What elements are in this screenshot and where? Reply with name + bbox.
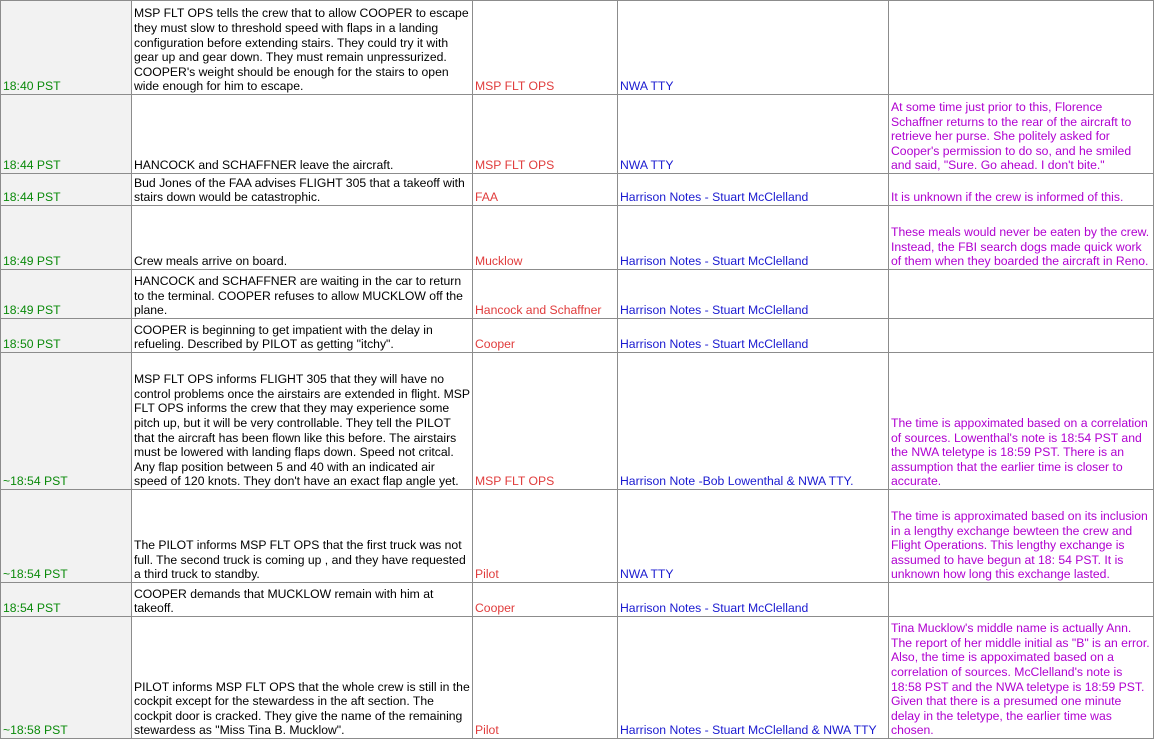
time-cell: ~18:54 PST: [1, 353, 132, 490]
time-cell: 18:44 PST: [1, 95, 132, 174]
time-cell: 18:54 PST: [1, 583, 132, 617]
source-cell: Cooper: [473, 319, 618, 353]
reference-cell: Harrison Notes - Stuart McClelland: [618, 270, 889, 319]
note-cell: These meals would never be eaten by the crew. Instead, the FBI search dogs made quick work of them when they boarded the aircraft in Reno.: [889, 206, 1154, 270]
reference-cell: Harrison Notes - Stuart McClelland: [618, 583, 889, 617]
event-cell: MSP FLT OPS tells the crew that to allow COOPER to escape they must slow to threshold speed with flaps in a landing configuration before extending stairs. They could try it with gear up and gear down. They must remain unpressurized. COOPER's weight should be enough for the stairs to open wide enough for him to escape.: [132, 1, 473, 95]
table-row: [1, 319, 1154, 353]
time-cell: 18:44 PST: [1, 174, 132, 206]
note-cell: The time is appoximated based on a correlation of sources. Lowenthal's note is 18:54 PST and the NWA teletype is 18:59 PST. There is an assumption that the earlier time is closer to accurate.: [889, 353, 1154, 490]
note-cell: At some time just prior to this, Florence Schaffner returns to the rear of the aircraft to retrieve her purse. She politely asked for Cooper's permission to do so, and he smiled and said, "Sure. Go ahead. I don't bite.": [889, 95, 1154, 174]
event-cell: Bud Jones of the FAA advises FLIGHT 305 that a takeoff with stairs down would be catastrophic.: [132, 174, 473, 206]
table-row: [1, 270, 1154, 319]
reference-cell: Harrison Notes - Stuart McClelland & NWA TTY: [618, 617, 889, 739]
table-row: [1, 95, 1154, 174]
note-cell: It is unknown if the crew is informed of this.: [889, 174, 1154, 206]
table-row: [1, 174, 1154, 206]
event-cell: HANCOCK and SCHAFFNER leave the aircraft.: [132, 95, 473, 174]
source-cell: MSP FLT OPS: [473, 1, 618, 95]
time-cell: 18:49 PST: [1, 270, 132, 319]
source-cell: Mucklow: [473, 206, 618, 270]
table-row: [1, 206, 1154, 270]
reference-cell: Harrison Notes - Stuart McClelland: [618, 319, 889, 353]
reference-cell: Harrison Notes - Stuart McClelland: [618, 206, 889, 270]
time-cell: 18:50 PST: [1, 319, 132, 353]
event-cell: HANCOCK and SCHAFFNER are waiting in the car to return to the terminal. COOPER refuses to allow MUCKLOW off the plane.: [132, 270, 473, 319]
source-cell: MSP FLT OPS: [473, 353, 618, 490]
note-cell: [889, 270, 1154, 319]
source-cell: Pilot: [473, 490, 618, 583]
event-cell: Crew meals arrive on board.: [132, 206, 473, 270]
time-cell: ~18:54 PST: [1, 490, 132, 583]
time-cell: 18:49 PST: [1, 206, 132, 270]
event-cell: COOPER is beginning to get impatient with the delay in refueling. Described by PILOT as getting "itchy".: [132, 319, 473, 353]
table-row: [1, 583, 1154, 617]
note-cell: The time is approximated based on its inclusion in a lengthy exchange bewteen the crew and Flight Operations. This lengthy exchange is assumed to have begun at 18: 54 PST. It is unknown how long this exchange lasted.: [889, 490, 1154, 583]
table-row: [1, 617, 1154, 739]
event-cell: PILOT informs MSP FLT OPS that the whole crew is still in the cockpit except for the stewardess in the aft section. The cockpit door is cracked. They give the name of the remaining stewardess as "Miss Tina B. Mucklow".: [132, 617, 473, 739]
table-row: [1, 490, 1154, 583]
source-cell: FAA: [473, 174, 618, 206]
note-cell: [889, 1, 1154, 95]
source-cell: Pilot: [473, 617, 618, 739]
table-row: [1, 1, 1154, 95]
time-cell: ~18:58 PST: [1, 617, 132, 739]
reference-cell: Harrison Note -Bob Lowenthal & NWA TTY.: [618, 353, 889, 490]
time-cell: 18:40 PST: [1, 1, 132, 95]
note-cell: Tina Mucklow's middle name is actually Ann. The report of her middle initial as "B" is an error. Also, the time is appoximated based on a correlation of sources. McClelland's note is 18:58 PST and the NWA teletype is 18:59 PST. Given that there is a presumed one minute delay in the teletype, the earlier time was chosen.: [889, 617, 1154, 739]
reference-cell: NWA TTY: [618, 490, 889, 583]
event-cell: COOPER demands that MUCKLOW remain with him at takeoff.: [132, 583, 473, 617]
reference-cell: NWA TTY: [618, 1, 889, 95]
table-row: [1, 353, 1154, 490]
note-cell: [889, 583, 1154, 617]
note-cell: [889, 319, 1154, 353]
source-cell: Hancock and Schaffner: [473, 270, 618, 319]
source-cell: MSP FLT OPS: [473, 95, 618, 174]
reference-cell: Harrison Notes - Stuart McClelland: [618, 174, 889, 206]
source-cell: Cooper: [473, 583, 618, 617]
reference-cell: NWA TTY: [618, 95, 889, 174]
event-cell: The PILOT informs MSP FLT OPS that the first truck was not full. The second truck is coming up , and they have requested a third truck to standby.: [132, 490, 473, 583]
event-cell: MSP FLT OPS informs FLIGHT 305 that they will have no control problems once the airstairs are extended in flight. MSP FLT OPS informs the crew that they may experience some pitch up, but it will be very controllable. They tell the PILOT that the aircraft has been flown like this before. The airstairs must be lowered with landing flaps down. Speed not critcal. Any flap position between 5 and 40 with an indicated air speed of 120 knots. They don't have an exact flap angle yet.: [132, 353, 473, 490]
